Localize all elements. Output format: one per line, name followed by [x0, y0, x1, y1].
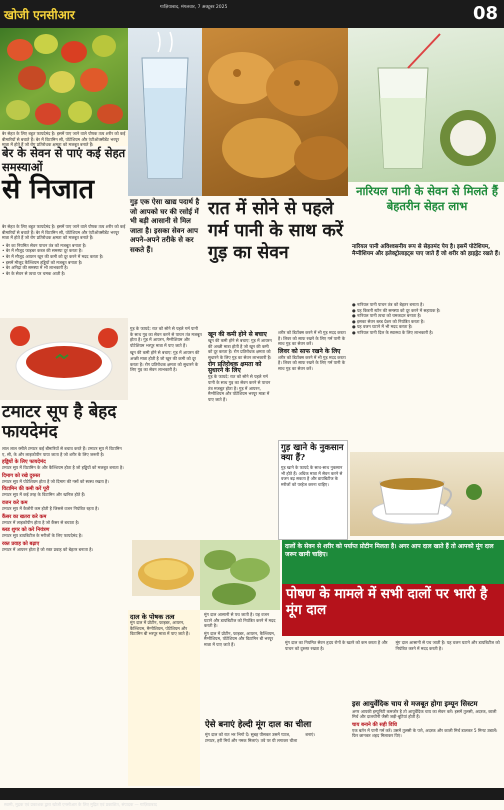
fruit-group — [6, 34, 123, 125]
hotwater-col-b-more: गुड़ के फायदे: रात को सोने से पहले गर्म पानी के साथ गुड़ का सेवन करने से पाचन तंत्र मजबूत होता है। गुड़ में आयरन, मैग्नीशियम और पोटेशियम भरपूर मात्रा में पाए जाते हैं। — [208, 374, 271, 402]
tomato-article — [2, 446, 126, 786]
hotwater-col-b-text: खून की कमी होने से बचाए: गुड़ में आयरन की अच्छी मात्रा होती है जो खून की कमी को दूर करता है। रोग प्रतिरोधक क्षमता को सुधारने के लिए गुड़ का सेवन लाभकारी है। — [208, 338, 272, 360]
tomato-section-body: टमाटर सूप में विटामिन के और कैल्शियम होता है जो हड्डियों को मजबूत बनाता है। — [2, 465, 124, 471]
tea-title: इस आयुर्वेदिक चाय से मजबूत होगा इम्यून सिस्टम — [352, 699, 478, 708]
moong-nutrition-box — [128, 610, 200, 786]
tea-article — [350, 700, 504, 786]
tomato-section-body: टमाटर सूप डायबिटीज के मरीजों के लिए फायदेमंद है। — [2, 533, 83, 539]
moong-recipe-body: मूंग दाल को रात भर भिगो दें। सुबह पीसकर उसमें प्याज, टमाटर, हरी मिर्च और नमक मिलाएं। तवे पर घी लगाकर चीला बनाएं। — [205, 732, 316, 743]
tomato-intro: लाल लाल रसीले टमाटर कई बीमारियों से बचाव करते हैं। टमाटर सूप में विटामिन ए, सी, के और लाइकोपीन पाया जाता है जो शरीर के लिए जरूरी है। — [2, 446, 122, 457]
tomato-subhead: रक्त प्रवाह को बढ़ाए — [2, 540, 40, 547]
moong-recipe-title: ऐसे बनाएं हेल्दी मूंग दाल का चीला — [205, 720, 312, 730]
jaggery-blocks-illustration — [202, 28, 348, 196]
coconut-lead — [352, 244, 502, 300]
ber-bullet: • बेर में मौजूद फाइबर कब्ज की समस्या दूर करता है। — [2, 248, 83, 254]
coconut-bullet: ● इसका सेवन ब्लड प्रेशर को नियंत्रित करता है। — [352, 318, 425, 324]
ber-bullet: • बेर के सेवन से त्वचा पर चमक आती है। — [2, 270, 66, 276]
tomato-section-body: टमाटर में लाइकोपीन होता है जो कैंसर से बचाता है। — [2, 519, 80, 525]
glass-of-water-illustration — [128, 28, 202, 196]
tomato-section-body: टमाटर सूप में कैलोरी कम होती है जिससे वजन नियंत्रित रहता है। — [2, 505, 99, 511]
hotwater-glass-image — [128, 28, 202, 196]
moong-title: पोषण के मामले में सभी दालों पर भारी है मूंग दाल — [286, 586, 488, 618]
tomato-subhead: ब्लड शुगर को करे नियंत्रण — [2, 527, 50, 534]
hotwater-col-b — [206, 330, 276, 544]
coconut-bullet: ● नारियल पानी पाचन तंत्र को बेहतर बनाता है। — [352, 302, 424, 307]
ber-title-big: से निजात — [2, 174, 95, 205]
brand-logo: खोजी एनसीआर — [4, 8, 75, 22]
coconut-bullet: ● यह किडनी स्टोन की समस्या को दूर करने में सहायक है। — [352, 307, 441, 313]
hotwater-col-a-text: गुड़ के फायदे: रात को सोने से पहले गर्म पानी के साथ गुड़ का सेवन करने से पाचन तंत्र मजबूत होता है। गुड़ में आयरन, मैग्नीशियम और पोटेशियम भरपूर मात्रा में पाए जाते हैं। — [130, 326, 202, 348]
moong-side-text: मूंग दाल आसानी से पच जाती है। यह वजन घटाने और डायबिटीज को नियंत्रित करने में मदद करती है। — [204, 612, 276, 629]
coconut-title: नारियल पानी के सेवन से मिलते हैं बेहतरीन सेहत लाभ — [356, 184, 498, 213]
ber-bullet: • बेर का नियमित सेवन पाचन तंत्र को मजबूत बनाता है। — [2, 242, 87, 248]
tomato-section-body: टमाटर सूप में कई तरह के विटामिन और खनिज होते हैं। — [2, 492, 86, 498]
moong-side-more: मूंग दाल में प्रोटीन, फाइबर, आयरन, कैल्शियम, मैग्नीशियम, पोटेशियम और विटामिन बी भरपूर मात्रा में पाए जाते हैं। — [204, 630, 276, 647]
tomato-subhead: हड्डियों के लिए फायदेमंद — [2, 459, 46, 466]
coconut-headline — [352, 184, 502, 242]
coconut-lead-text: नारियल पानी अविश्वसनीय रूप से सेहतमंद पेय है। इसमें पोटेशियम, मैग्नीशियम और इलेक्ट्रोलाइट्स पाए जाते हैं जो शरीर को हाइड्रेट रखते हैं। — [352, 244, 500, 258]
tomato-subhead: विटामिन की कमी करें पूरी — [2, 486, 50, 493]
hotwater-lead — [128, 196, 204, 324]
ber-bullet: • बेर में मौजूद आयरन खून की कमी को दूर करने में मदद करता है। — [2, 253, 104, 259]
dal-bowl-illustration — [132, 540, 200, 596]
tea-subhead: चाय बनाने की सही विधि — [352, 721, 397, 728]
tomato-subhead: वजन करे कम — [2, 499, 28, 506]
dateline: गाज़ियाबाद, मंगलवार, 7 अक्टूबर 2025 — [160, 5, 228, 10]
moong-picture-mini — [132, 540, 200, 596]
hotwater-lead-text: गुड़ एक ऐसा खाद्य पदार्थ है जो आपको घर की रसोई में भी बड़ी आसानी से मिल जाता है। इसका सेवन आप अपने-अपने तरीके से कर सकते हैं। — [130, 198, 200, 254]
coconut-bullet: ● नारियल पानी दिल के स्वास्थ्य के लिए लाभकारी है। — [352, 329, 434, 335]
tea-body: अगर आपकी इम्यूनिटी कमजोर है तो आयुर्वेदिक चाय का सेवन करें। इसमें तुलसी, अदरक, काली मिर्च और दालचीनी जैसी जड़ी-बूटियां होती हैं। — [352, 708, 497, 720]
coconut-bullets — [352, 302, 502, 452]
ber-body — [0, 130, 128, 146]
hotwater-title: रात में सोने से पहले गर्म पानी के साथ करें गुड़ का सेवन — [208, 199, 343, 263]
footer-imprint: स्वामी, मुद्रक एवं प्रकाशक द्वारा खोजी एनसीआर के लिए मुद्रित एवं प्रकाशित, संपादक — गाज़ियाबाद — [4, 802, 157, 807]
moong-side-col — [202, 612, 280, 720]
moong-highlight — [282, 540, 504, 584]
tomato-title: टमाटर सूप है बेहद फायदेमंद — [2, 402, 117, 442]
tomato-section-body: टमाटर में आयरन होता है जो रक्त प्रवाह को बेहतर बनाता है। — [2, 546, 94, 552]
coconut-image — [348, 28, 504, 182]
ber-headline — [2, 146, 128, 222]
hotwater-col-c — [276, 330, 348, 440]
coconut-bullet: ● यह वजन घटाने में भी मदद करता है। — [352, 324, 413, 330]
footer — [0, 788, 504, 807]
tomato-headline — [2, 402, 128, 446]
moong-highlight-text: दालों के सेवन से शरीर को पर्याप्त प्रोटीन मिलता है। अगर आप दाल खाते हैं तो आपको मूंग दाल जरूर खानी चाहिए। — [285, 543, 494, 558]
coconut-water-illustration — [348, 28, 504, 182]
ber-title-small: बेर के सेवन से पाएं कई सेहत समस्याओं — [2, 146, 126, 174]
coconut-bullet: ● नारियल पानी त्वचा को चमकदार बनाता है। — [352, 313, 422, 319]
tomato-subhead: कैंसर का खतरा करे कम — [2, 513, 47, 520]
tomato-image — [0, 318, 128, 400]
ber-bullet: • इसमें मौजूद कैल्शियम हड्डियों को मजबूत बनाता है। — [2, 259, 83, 265]
moong-right-more: मूंग दाल आसानी से पच जाती है। यह वजन घटाने और डायबिटीज को नियंत्रित करने में मदद करती है। — [395, 640, 500, 651]
moong-headline — [282, 584, 504, 636]
hotwater-subhead: रोग प्रतिरोधक क्षमता को सुधारने के लिए — [208, 361, 262, 375]
ber-intro: बेर सेहत के लिए बहुत फायदेमंद है। इसमें पाए जाने वाले पोषक तत्व शरीर को कई बीमारियों से बचाते हैं। बेर में विटामिन सी, पोटेशियम और एंटीऑक्सीडेंट भरपूर मात्रा में होते हैं जो रोग प्रतिरोधक क्षमता को मजबूत बनाते हैं। — [2, 224, 126, 241]
ber-body-text: बेर सेहत के लिए बहुत फायदेमंद है। इसमें पाए जाने वाले पोषक तत्व शरीर को कई बीमारियों से बचाते हैं। बेर में विटामिन सी, पोटेशियम और एंटीऑक्सीडेंट भरपूर मात्रा में होते हैं जो रोग प्रतिरोधक क्षमता को मजबूत बनाते हैं। — [2, 131, 126, 148]
gud-harm-title: गुड़ खाने के नुकसान क्या हैं? — [281, 443, 344, 463]
page-number: 08 — [472, 3, 498, 24]
hotwater-subhead: खून की कमी होने से बचाए — [208, 331, 267, 338]
herbal-tea-cup-illustration — [350, 452, 504, 536]
moong-nutrition-body: मूंग दाल में प्रोटीन, फाइबर, आयरन, कैल्शियम, मैग्नीशियम, पोटेशियम और विटामिन बी भरपूर मात्रा में पाए जाते हैं। — [130, 620, 190, 637]
moong-right-text: मूंग दाल का नियमित सेवन हृदय रोगों के खतरे को कम करता है और पाचन को दुरुस्त रखता है। — [285, 640, 388, 651]
ber-bullet: • बेर अनिद्रा की समस्या में भी लाभकारी है। — [2, 265, 69, 271]
gud-harm-body: गुड़ खाने के फायदे के साथ-साथ नुकसान भी होते हैं। अधिक मात्रा में सेवन करने से वजन बढ़ सकता है और डायबिटीज के मरीजों को परहेज करना चाहिए। — [281, 465, 343, 487]
ber-article — [2, 224, 126, 316]
tomato-subhead: दिमाग को रखे दुरुस्त — [2, 472, 40, 479]
hotwater-subhead: लिवर को साफ रखने के लिए — [278, 347, 341, 355]
tomato-soup-illustration — [0, 318, 128, 400]
jaggery-image — [202, 28, 348, 196]
hotwater-headline — [206, 196, 348, 330]
moong-image — [200, 540, 280, 610]
jujube-fruits-illustration — [0, 28, 128, 130]
tea-image — [350, 452, 504, 536]
moong-beans-illustration — [200, 540, 280, 610]
tea-sub-body: एक बर्तन में पानी गर्म करें। उसमें तुलसी के पत्ते, अदरक और काली मिर्च डालकर 5 मिनट उबालें। फिर छानकर शहद मिलाकर पिएं। — [352, 727, 498, 739]
gud-harm-box — [278, 440, 348, 540]
ber-image — [0, 28, 128, 130]
hotwater-col-a-more: खून की कमी होने से बचाए: गुड़ में आयरन की अच्छी मात्रा होती है जो खून की कमी को दूर करता है। रोग प्रतिरोधक क्षमता को सुधारने के लिए गुड़ का सेवन लाभकारी है। — [130, 350, 200, 373]
masthead — [0, 0, 504, 28]
moong-right-col — [282, 640, 504, 700]
hotwater-col-c-text: शरीर को डिटॉक्स करने में भी गुड़ मदद करता है। लिवर को साफ रखने के लिए गर्म पानी के साथ गुड़ का सेवन करें। — [278, 330, 346, 347]
tomato-section-body: टमाटर सूप में पोटेशियम होता है जो दिमाग की नसों को स्वस्थ रखता है। — [2, 478, 109, 484]
moong-nutrition-title: दाल के पोषक तत्व — [130, 613, 175, 621]
hotwater-col-c-more: शरीर को डिटॉक्स करने में भी गुड़ मदद करता है। लिवर को साफ रखने के लिए गर्म पानी के साथ गुड़ का सेवन करें। — [278, 354, 346, 371]
